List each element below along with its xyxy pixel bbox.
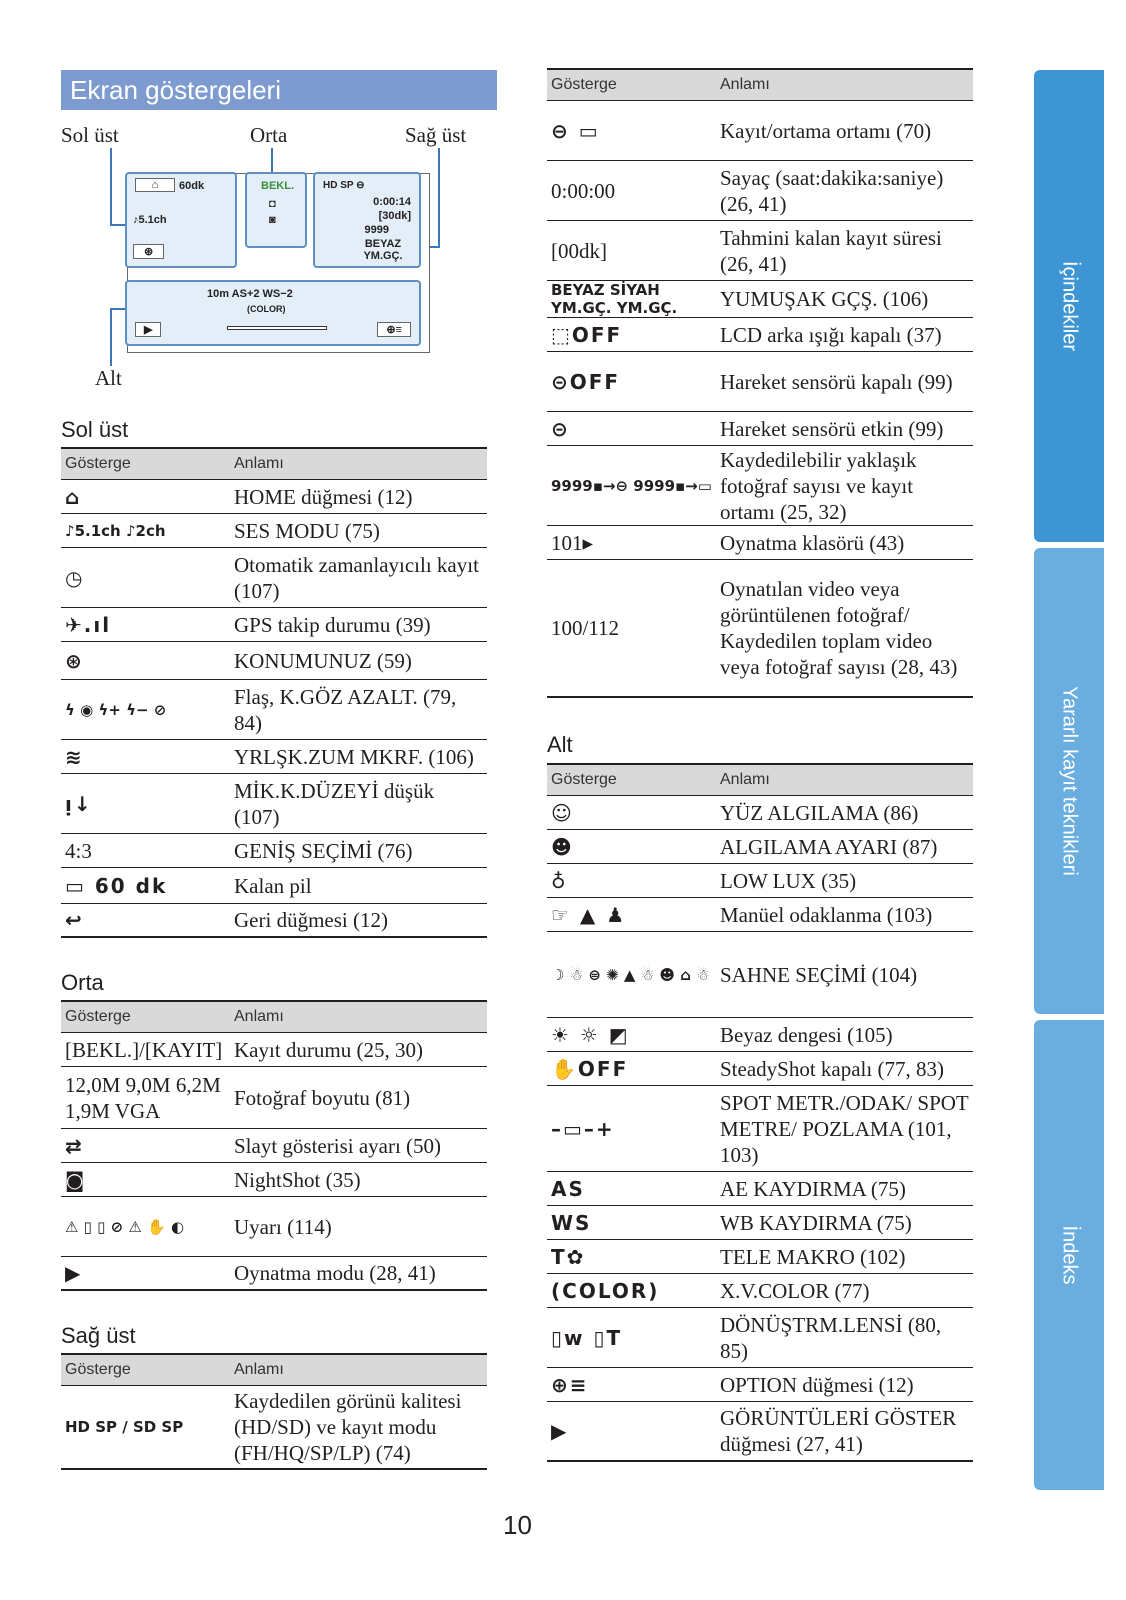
- table-row: [547, 161, 973, 221]
- indicator-cell: [61, 1167, 234, 1193]
- meaning-cell: YÜZ ALGILAMA (86): [720, 800, 919, 825]
- table-row: [547, 898, 973, 932]
- indicator-icon: ⊛: [65, 648, 84, 673]
- table-row: [547, 1052, 973, 1086]
- indicator-icon: ▭ 60 dk: [65, 873, 168, 898]
- table-row: [547, 412, 973, 446]
- meaning-cell: Otomatik zamanlayıcılı kayıt (107): [234, 552, 479, 603]
- meaning-cell: Kayıt durumu (25, 30): [234, 1037, 423, 1062]
- option-icon: ⊕≡: [377, 322, 411, 337]
- tab-label: Yararlı kayıt teknikleri: [1058, 686, 1081, 876]
- indicator-icon: ♪5.1ch ♪2ch: [65, 521, 166, 540]
- meaning-cell: SPOT METR./ODAK/ SPOT METRE/ POZLAMA (101, 103): [720, 1090, 969, 1167]
- tab-contents[interactable]: [1034, 70, 1104, 542]
- camera-icon: ◘: [269, 198, 276, 210]
- indicator-cell: [547, 1418, 720, 1444]
- table-row: [547, 1402, 973, 1462]
- indicator-icon: ⇄: [65, 1133, 84, 1158]
- table-row: [61, 1033, 487, 1067]
- nightshot-icon: ◙: [269, 214, 276, 226]
- table-alt: [547, 763, 973, 1462]
- col-header-indicator: Gösterge: [65, 1008, 131, 1025]
- table-row: [547, 526, 973, 560]
- indicator-icon: AS: [551, 1176, 585, 1201]
- meaning-cell: Sayaç (saat:dakika:saniye) (26, 41): [720, 165, 944, 216]
- indicator-cell: [547, 530, 720, 556]
- meaning-cell: Flaş, K.GÖZ AZALT. (79, 84): [234, 684, 457, 735]
- table-row: [61, 868, 487, 904]
- section-title: Ekran göstergeleri: [61, 70, 497, 110]
- indicator-icon: ⚠ ▯ ▯ ⊘ ⚠ ✋ ◐: [65, 1217, 185, 1236]
- col-header-meaning: Anlamı: [234, 1008, 284, 1025]
- table-header: [61, 1355, 487, 1386]
- indicator-icon: ☺: [551, 800, 574, 825]
- indicator-cell: [547, 322, 720, 348]
- indicator-cell: [61, 873, 234, 899]
- table-row: [547, 1206, 973, 1240]
- indicator-icon: ✈.ıl: [65, 612, 112, 637]
- play-icon: ▶: [135, 322, 161, 337]
- meaning-cell: Manüel odaklanma (103): [720, 902, 933, 927]
- indicator-icon: ☻: [551, 834, 574, 859]
- indicator-icon: (COLOR): [551, 1278, 660, 1303]
- lcd-top-left-box: [125, 172, 237, 268]
- table-row: [61, 1386, 487, 1470]
- meaning-cell: Tahmini kalan kayıt süresi (26, 41): [720, 225, 942, 276]
- heading-orta: Orta: [61, 970, 104, 995]
- leader-line: [271, 148, 273, 174]
- indicator-icon: ☀ ☼ ◩: [551, 1022, 630, 1047]
- lcd-bottom-row1: 10m AS+2 WS−2: [207, 288, 293, 300]
- indicator-icon: ☽ ☃ ⊜ ✺ ▲ ☃ ☻ ⌂ ☃: [551, 965, 710, 984]
- table-header: [547, 765, 973, 796]
- indicator-icon: ⌂: [65, 484, 82, 509]
- indicator-cell: [61, 701, 234, 719]
- meaning-cell: LCD arka ışığı kapalı (37): [720, 322, 942, 347]
- lcd-counter: 0:00:14: [373, 196, 411, 208]
- table-row: [547, 1018, 973, 1052]
- indicator-cell: [61, 612, 234, 638]
- indicator-cell: [547, 1372, 720, 1398]
- indicator-cell: [61, 648, 234, 674]
- table-row: [61, 774, 487, 834]
- table-row: [61, 740, 487, 774]
- meaning-cell: OPTION düğmesi (12): [720, 1372, 914, 1397]
- col-header-indicator: Gösterge: [65, 455, 131, 472]
- indicator-icon: HD SP / SD SP: [65, 1418, 184, 1436]
- col-header-meaning: Anlamı: [234, 455, 284, 472]
- table-row: [547, 318, 973, 352]
- meaning-cell: Uyarı (114): [234, 1214, 332, 1239]
- table-header: [61, 449, 487, 480]
- indicator-icon: ⊝OFF: [551, 369, 621, 394]
- lcd-photo-count: 9999: [364, 224, 389, 236]
- indicator-icon: [BEKL.]/[KAYIT]: [65, 1037, 223, 1062]
- indicator-cell: [61, 1418, 234, 1436]
- indicator-icon: ≋: [65, 744, 84, 769]
- indicator-icon: ✋OFF: [551, 1056, 629, 1081]
- indicator-icon: T✿: [551, 1244, 586, 1269]
- indicator-cell: [547, 369, 720, 395]
- lcd-remaining: [30dk]: [378, 210, 411, 222]
- meaning-cell: Fotoğraf boyutu (81): [234, 1085, 411, 1110]
- indicator-icon: WS: [551, 1210, 592, 1235]
- indicator-cell: [547, 1056, 720, 1082]
- indicator-cell: [547, 281, 720, 317]
- indicator-cell: [61, 1260, 234, 1286]
- table-sol-ust: [61, 447, 487, 938]
- indicator-icon: 4:3: [65, 838, 92, 863]
- table-row: [61, 1163, 487, 1197]
- meaning-cell: YRLŞK.ZUM MKRF. (106): [234, 744, 474, 769]
- table-row: [61, 1197, 487, 1257]
- lcd-top-right-box: [313, 172, 421, 268]
- table-sag-ust: [61, 1353, 487, 1470]
- heading-sag-ust: Sağ üst: [61, 1323, 136, 1348]
- indicator-cell: [547, 1325, 720, 1351]
- table-row: [547, 1308, 973, 1368]
- lcd-center-box: [245, 172, 307, 248]
- heading-alt: Alt: [547, 732, 573, 757]
- indicator-cell: [61, 565, 234, 591]
- location-icon: ⊛: [133, 244, 164, 259]
- meaning-cell: Beyaz dengesi (105): [720, 1022, 893, 1047]
- indicator-cell: [61, 484, 234, 510]
- meaning-cell: HOME düğmesi (12): [234, 484, 413, 509]
- meaning-cell: KONUMUNUZ (59): [234, 648, 412, 673]
- indicator-cell: [547, 966, 720, 984]
- meaning-cell: MİK.K.DÜZEYİ düşük (107): [234, 778, 435, 829]
- lcd-fader: BEYAZ YM.GÇ.: [363, 238, 403, 262]
- lcd-bottom-row2: (COLOR): [247, 304, 286, 314]
- meaning-cell: Kayıt/ortama ortamı (70): [720, 118, 932, 143]
- indicator-cell: [61, 522, 234, 540]
- table-row: [547, 1368, 973, 1402]
- indicator-cell: [547, 834, 720, 860]
- meaning-cell: X.V.COLOR (77): [720, 1278, 870, 1303]
- indicator-icon: 9999▪→⊖ 9999▪→▭: [551, 476, 712, 495]
- label-center: Orta: [250, 123, 288, 147]
- indicator-icon: ⊝: [551, 416, 570, 441]
- meaning-cell: Oynatılan video veya görüntülenen fotoğraf/ Kaydedilen toplam video veya fotoğraf sayısı (28, 43): [720, 577, 958, 679]
- indicator-cell: [547, 1210, 720, 1236]
- lcd-standby: BEKL.: [261, 180, 294, 192]
- indicator-cell: [547, 1116, 720, 1142]
- home-icon: ⌂: [135, 178, 175, 192]
- table-row: [547, 864, 973, 898]
- indicator-cell: [547, 416, 720, 442]
- meaning-cell: ALGILAMA AYARI (87): [720, 834, 938, 859]
- tab-index[interactable]: [1034, 1020, 1104, 1490]
- table-header: [547, 70, 973, 101]
- table-row: [547, 352, 973, 412]
- table-header: [61, 1002, 487, 1033]
- table-row: [61, 1257, 487, 1291]
- table-row: [547, 446, 973, 526]
- col-header-indicator: Gösterge: [65, 1361, 131, 1378]
- table-row: [61, 608, 487, 642]
- table-row: [61, 834, 487, 868]
- meaning-cell: Geri düğmesi (12): [234, 908, 388, 932]
- meaning-cell: WB KAYDIRMA (75): [720, 1210, 912, 1235]
- table-row: [61, 904, 487, 938]
- meaning-cell: SES MODU (75): [234, 518, 380, 543]
- table-row: [547, 1086, 973, 1172]
- indicator-icon: [00dk]: [551, 238, 607, 263]
- indicator-icon: ▯w ▯T: [551, 1325, 623, 1350]
- heading-sol-ust: Sol üst: [61, 417, 129, 442]
- meaning-cell: GENİŞ SEÇİMİ (76): [234, 838, 413, 863]
- table-row: [61, 514, 487, 548]
- indicator-icon: 101▸: [551, 530, 594, 555]
- indicator-cell: [547, 902, 720, 928]
- indicator-icon: ⊖ ▭: [551, 118, 600, 143]
- lcd-battery: 60dk: [179, 180, 205, 192]
- tab-label: İçindekiler: [1058, 260, 1081, 352]
- table-row: [547, 932, 973, 1018]
- meaning-cell: LOW LUX (35): [720, 868, 857, 893]
- label-bottom: Alt: [95, 366, 122, 390]
- indicator-icon: ♁: [551, 868, 568, 893]
- meaning-cell: GPS takip durumu (39): [234, 612, 431, 637]
- indicator-cell: [547, 615, 720, 641]
- table-row: [61, 1067, 487, 1129]
- label-top-left: Sol üst: [61, 123, 119, 147]
- indicator-cell: [547, 1022, 720, 1048]
- table-row: [61, 480, 487, 514]
- tab-label: İndeks: [1058, 1225, 1081, 1285]
- meaning-cell: SteadyShot kapalı (77, 83): [720, 1056, 944, 1081]
- table-row: [547, 560, 973, 698]
- indicator-cell: [547, 1278, 720, 1304]
- meaning-cell: DÖNÜŞTRM.LENSİ (80, 85): [720, 1312, 942, 1363]
- col-header-meaning: Anlamı: [720, 771, 770, 788]
- table-orta: [61, 1000, 487, 1291]
- meaning-cell: Oynatma klasörü (43): [720, 530, 905, 555]
- indicator-icon: ⬚OFF: [551, 322, 623, 347]
- meaning-cell: YUMUŞAK GÇŞ. (106): [720, 287, 929, 311]
- table-row: [547, 101, 973, 161]
- table-row: [547, 1172, 973, 1206]
- col-header-meaning: Anlamı: [720, 76, 770, 93]
- col-header-meaning: Anlamı: [234, 1361, 284, 1378]
- indicator-cell: [61, 1133, 234, 1159]
- indicator-cell: [61, 838, 234, 864]
- meaning-cell: NightShot (35): [234, 1167, 361, 1192]
- table-row: [547, 281, 973, 318]
- indicator-cell: [61, 1037, 234, 1063]
- indicator-cell: [547, 477, 720, 495]
- table-row: [547, 1240, 973, 1274]
- table-row: [547, 221, 973, 281]
- indicator-icon: 12,0M 9,0M 6,2M 1,9M VGA: [65, 1072, 221, 1123]
- indicator-cell: [61, 1218, 234, 1236]
- table-row: [547, 830, 973, 864]
- indicator-cell: [61, 744, 234, 770]
- indicator-cell: [547, 178, 720, 204]
- indicator-cell: [547, 1244, 720, 1270]
- tab-useful-techniques[interactable]: [1034, 548, 1104, 1014]
- meaning-cell: TELE MAKRO (102): [720, 1244, 906, 1269]
- indicator-icon: 100/112: [551, 616, 620, 640]
- col-header-indicator: Gösterge: [551, 771, 617, 788]
- indicator-icon: ↩: [65, 908, 84, 932]
- indicator-icon: ▶: [65, 1261, 83, 1285]
- indicator-icon: ☞ ▲ ♟: [551, 902, 627, 927]
- indicator-cell: [61, 907, 234, 933]
- indicator-icon: –▭–+: [551, 1116, 615, 1141]
- indicator-icon: ▶: [551, 1419, 569, 1443]
- indicator-cell: [61, 1072, 234, 1124]
- table-row: [61, 642, 487, 680]
- indicator-icon: ᴉ↓: [65, 791, 93, 816]
- indicator-icon: ◷: [65, 565, 85, 590]
- indicator-icon: ⊕≡: [551, 1372, 589, 1397]
- meaning-cell: Kalan pil: [234, 873, 312, 898]
- meaning-cell: Kaydedilebilir yaklaşık fotoğraf sayısı ve kayıt ortamı (25, 32): [720, 447, 917, 524]
- indicator-cell: [547, 118, 720, 144]
- meaning-cell: AE KAYDIRMA (75): [720, 1176, 906, 1201]
- table-row: [547, 796, 973, 830]
- table-row: [547, 1274, 973, 1308]
- indicator-icon: ◙: [65, 1167, 87, 1192]
- table-row: [61, 680, 487, 740]
- meaning-cell: Hareket sensörü etkin (99): [720, 416, 944, 441]
- meaning-cell: Kaydedilen görünü kalitesi (HD/SD) ve kayıt modu (FH/HQ/SP/LP) (74): [234, 1389, 462, 1465]
- indicator-cell: [547, 868, 720, 894]
- spot-meter-bar: [227, 326, 327, 330]
- page-number: 10: [503, 1510, 532, 1540]
- indicator-cell: [61, 791, 234, 817]
- meaning-cell: GÖRÜNTÜLERİ GÖSTER düğmesi (27, 41): [720, 1406, 957, 1456]
- table-row: [61, 548, 487, 608]
- meaning-cell: SAHNE SEÇİMİ (104): [720, 962, 918, 987]
- indicator-icon: 0:00:00: [551, 178, 616, 203]
- table-sag-ust-devam: [547, 68, 973, 698]
- hd-sp-icon: HD SP ⊖: [323, 180, 365, 191]
- label-top-right: Sağ üst: [405, 123, 467, 147]
- table-row: [61, 1129, 487, 1163]
- lcd-bottom-box: [125, 280, 421, 346]
- meaning-cell: Oynatma modu (28, 41): [234, 1261, 436, 1285]
- meaning-cell: Hareket sensörü kapalı (99): [720, 369, 953, 394]
- col-header-indicator: Gösterge: [551, 76, 617, 93]
- indicator-icon: ϟ ◉ ϟ+ ϟ− ⊘: [65, 700, 167, 719]
- indicator-icon: BEYAZ SİYAH YM.GÇ. YM.GÇ.: [551, 281, 678, 317]
- meaning-cell: Slayt gösterisi ayarı (50): [234, 1133, 442, 1158]
- indicator-cell: [547, 800, 720, 826]
- lcd-audio: ♪5.1ch: [133, 214, 167, 226]
- indicator-cell: [547, 238, 720, 264]
- indicator-cell: [547, 1176, 720, 1202]
